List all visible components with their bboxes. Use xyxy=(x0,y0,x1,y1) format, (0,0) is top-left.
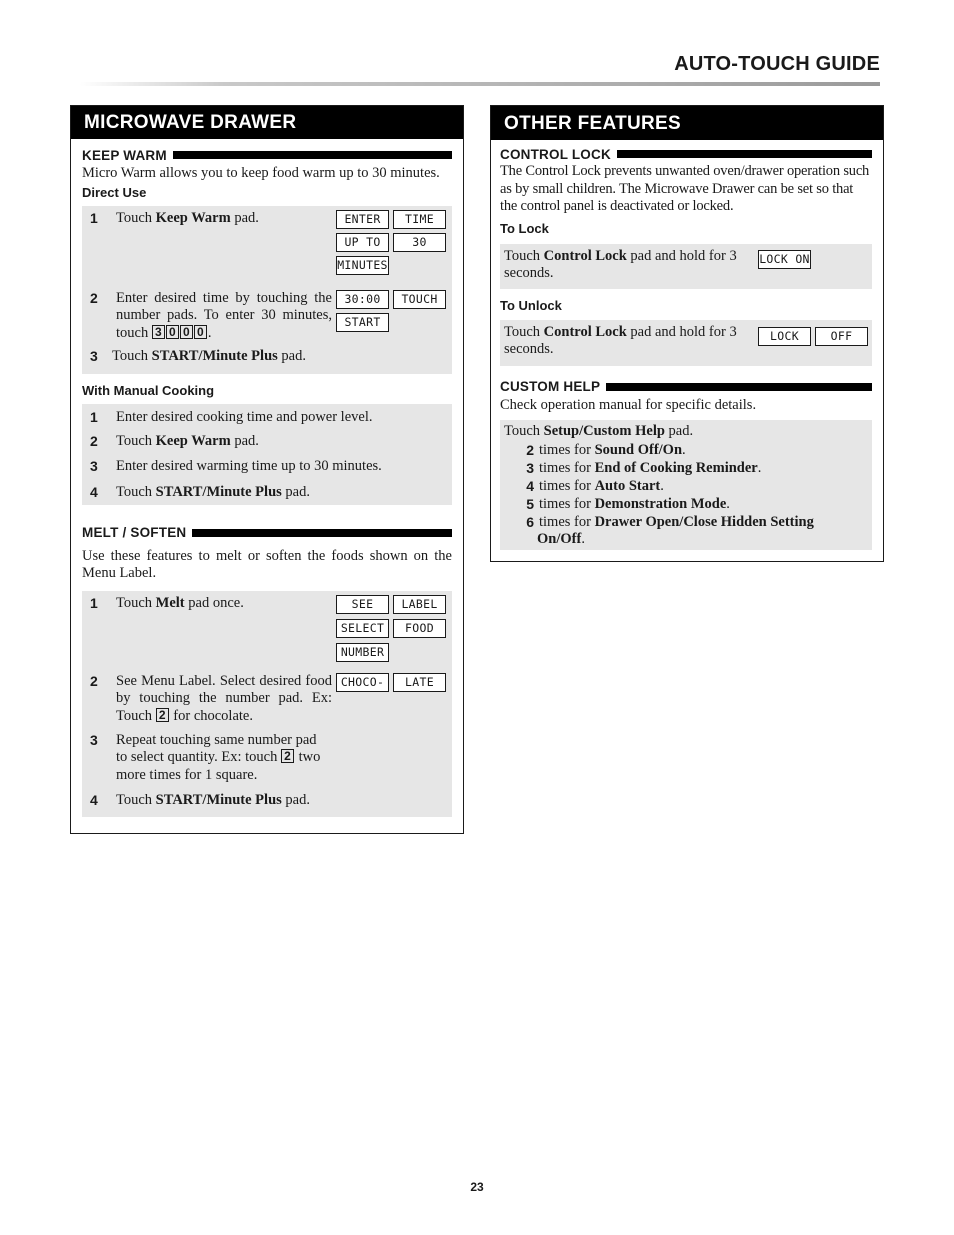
lcd-display xyxy=(754,324,868,362)
custom-help-item-2: 2 times for Sound Off/On. xyxy=(526,441,686,458)
heading-bar xyxy=(606,383,872,391)
number-key: 0 xyxy=(166,325,179,339)
to-unlock-box xyxy=(500,320,872,366)
lcd-word: ENTER xyxy=(336,210,389,229)
direct-use-heading: Direct Use xyxy=(82,184,147,200)
lcd-display xyxy=(336,290,448,348)
lcd-word: CHOCO- xyxy=(336,673,389,692)
section-keep-warm xyxy=(82,148,452,162)
step-number: 4 xyxy=(90,791,98,808)
melt-step-1 xyxy=(86,595,448,673)
lcd-word: START xyxy=(336,313,389,332)
step-text: Repeat touching same number pad to select quantity. Ex: touch 2 two more times for 1 square. xyxy=(116,731,321,783)
step-text: Enter desired time by touching the number pads. To enter 30 minutes, touch 3 0 0 0 . xyxy=(116,289,332,341)
lcd-word: 30:00 xyxy=(336,290,389,309)
step-number: 1 xyxy=(90,209,98,226)
panel-header-other-features: OTHER FEATURES xyxy=(491,106,883,140)
heading-bar xyxy=(173,151,452,159)
lcd-word: TOUCH xyxy=(393,290,446,309)
lcd-display xyxy=(336,673,448,732)
microwave-drawer-panel xyxy=(70,105,464,834)
keep-warm-intro: Micro Warm allows you to keep food warm up to 30 minutes. xyxy=(82,165,440,181)
step-2 xyxy=(86,290,448,348)
direct-use-steps xyxy=(82,206,452,374)
lcd-display xyxy=(754,248,811,285)
custom-help-box xyxy=(500,420,872,550)
control-lock-heading: CONTROL LOCK xyxy=(500,146,611,162)
melt-soften-steps xyxy=(82,591,452,817)
section-control-lock xyxy=(500,147,872,161)
manual-cooking-steps xyxy=(82,404,452,505)
to-lock-text: Touch Control Lock pad and hold for 3 seconds. xyxy=(504,247,737,281)
page-title: AUTO-TOUCH GUIDE xyxy=(674,53,880,75)
control-lock-intro: The Control Lock prevents unwanted oven/drawer operation such as by small children. The Microwave Drawer can be set so that the control panel is deactivated or locked. xyxy=(500,163,870,214)
custom-help-intro: Check operation manual for specific details. xyxy=(500,396,757,413)
step-text: Touch Keep Warm pad. xyxy=(116,209,259,226)
step-number: 2 xyxy=(90,672,98,689)
melt-step-2 xyxy=(86,673,448,732)
manual-step-1 xyxy=(86,409,448,433)
melt-step-4 xyxy=(86,792,448,810)
custom-help-item-4: 4 times for Auto Start. xyxy=(526,477,664,494)
lcd-word: MINUTES xyxy=(336,256,389,275)
custom-help-item-5: 5 times for Demonstration Mode. xyxy=(526,495,730,512)
to-unlock-text: Touch Control Lock pad and hold for 3 seconds. xyxy=(504,323,737,357)
step-number: 4 xyxy=(90,483,98,500)
step-number: 1 xyxy=(90,408,98,425)
section-custom-help xyxy=(500,380,872,394)
lcd-word: LOCK xyxy=(758,327,811,346)
step-text: See Menu Label. Select desired food by touching the number pad. Ex: Touch 2 for chocolate. xyxy=(116,672,332,724)
keep-warm-heading: KEEP WARM xyxy=(82,147,167,163)
lcd-word: UP TO xyxy=(336,233,389,252)
heading-bar xyxy=(192,529,452,537)
manual-cooking-heading: With Manual Cooking xyxy=(82,382,215,398)
lcd-word: OFF xyxy=(815,327,868,346)
to-lock-heading: To Lock xyxy=(500,220,549,236)
melt-step-3 xyxy=(86,732,448,792)
step-number: 3 xyxy=(90,347,98,364)
custom-help-first-line: Touch Setup/Custom Help pad. xyxy=(504,423,694,439)
melt-soften-intro: Use these features to melt or soften the foods shown on the Menu Label. xyxy=(82,547,452,581)
lcd-word: LABEL xyxy=(393,595,446,614)
lcd-display xyxy=(336,595,448,673)
step-number: 2 xyxy=(90,289,98,306)
manual-step-3 xyxy=(86,458,448,484)
lcd-word: TIME xyxy=(393,210,446,229)
manual-step-4 xyxy=(86,484,448,502)
number-key: 2 xyxy=(156,708,169,722)
to-lock-box xyxy=(500,244,872,289)
step-number: 3 xyxy=(90,731,98,748)
custom-help-heading: CUSTOM HELP xyxy=(500,379,601,394)
number-key: 2 xyxy=(281,749,294,763)
number-key: 3 xyxy=(152,325,165,339)
lcd-word: SEE xyxy=(336,595,389,614)
lcd-display xyxy=(336,210,448,290)
number-key: 0 xyxy=(180,325,193,339)
lcd-word: LATE xyxy=(393,673,446,692)
other-features-panel xyxy=(490,105,884,562)
heading-bar xyxy=(617,150,872,158)
panel-header-microwave-drawer: MICROWAVE DRAWER xyxy=(71,106,463,139)
step-1 xyxy=(86,210,448,290)
to-unlock-heading: To Unlock xyxy=(500,297,562,313)
number-key: 0 xyxy=(194,325,207,339)
custom-help-item-6: 6 times for Drawer Open/Close Hidden Setting xyxy=(526,513,814,530)
step-text: Touch START/Minute Plus pad. xyxy=(116,483,310,500)
lcd-word: NUMBER xyxy=(336,643,389,662)
title-rule xyxy=(80,82,880,86)
melt-soften-heading: MELT / SOFTEN xyxy=(82,525,187,540)
step-text: Touch START/Minute Plus pad. xyxy=(112,347,306,364)
lcd-word: FOOD xyxy=(393,619,446,638)
custom-help-item-3: 3 times for End of Cooking Reminder. xyxy=(526,459,762,476)
step-number: 3 xyxy=(90,457,98,474)
step-text: Enter desired warming time up to 30 minutes. xyxy=(116,457,382,474)
lcd-word: 30 xyxy=(393,233,446,252)
lcd-word: LOCK ON xyxy=(758,250,811,269)
custom-help-item-6-continued: On/Off. xyxy=(537,530,585,547)
page-number: 23 xyxy=(470,1180,484,1194)
step-text: Touch START/Minute Plus pad. xyxy=(116,791,310,808)
step-text: Touch Keep Warm pad. xyxy=(116,432,259,449)
step-number: 1 xyxy=(90,594,98,611)
step-3 xyxy=(86,348,448,366)
lcd-word: SELECT xyxy=(336,619,389,638)
section-melt-soften xyxy=(82,526,452,540)
step-number: 2 xyxy=(90,432,98,449)
step-text: Touch Melt pad once. xyxy=(116,594,244,611)
step-text: Enter desired cooking time and power level. xyxy=(116,408,373,425)
manual-step-2 xyxy=(86,433,448,458)
